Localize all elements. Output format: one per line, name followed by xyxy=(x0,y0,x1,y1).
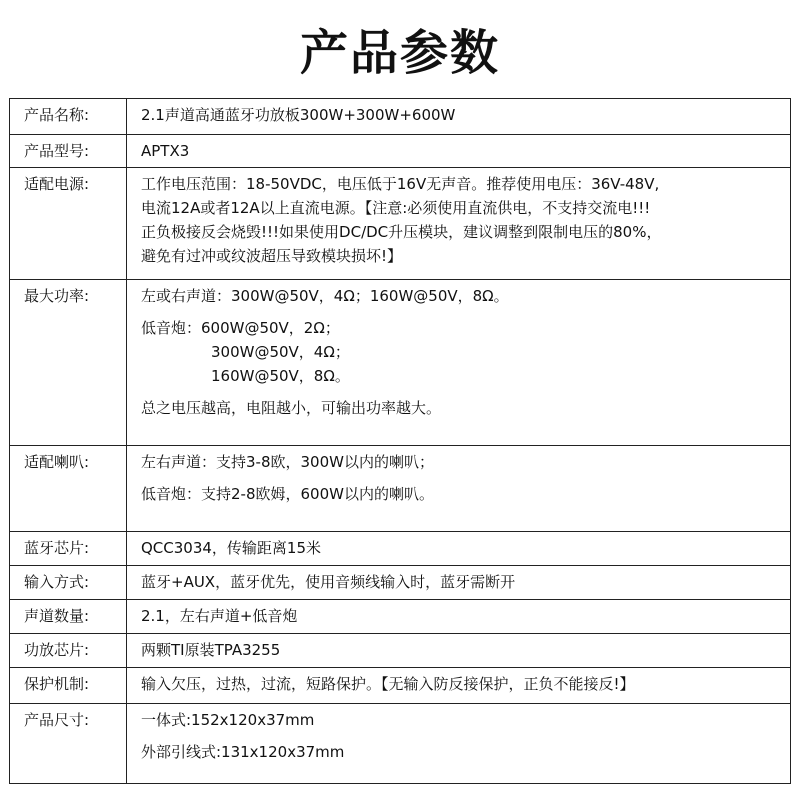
spec-value-line: 左或右声道：300W@50V，4Ω；160W@50V，8Ω。 xyxy=(141,287,509,305)
spec-value xyxy=(127,99,791,135)
spec-value-line: 输入欠压，过热，过流，短路保护。【无输入防反接保护，正负不能接反!】 xyxy=(141,675,635,693)
page-title: 产品参数 xyxy=(299,25,500,81)
spec-value-line: 一体式:152x120x37mm xyxy=(141,711,315,729)
spec-value xyxy=(127,634,791,668)
spec-value xyxy=(127,566,791,600)
spec-value xyxy=(127,532,791,566)
spec-value-line: 正负极接反会烧毁!!!如果使用DC/DC升压模块，建议调整到限制电压的80%， xyxy=(141,223,662,241)
spec-label: 蓝牙芯片: xyxy=(10,532,127,566)
spec-value xyxy=(127,168,791,280)
spec-row-speakers xyxy=(10,446,791,532)
spec-value-line: 外部引线式:131x120x37mm xyxy=(141,743,345,761)
spec-value-line: 低音炮：支持2-8欧姆，600W以内的喇叭。 xyxy=(141,485,434,503)
spec-label: 最大功率: xyxy=(10,280,127,446)
spec-value xyxy=(127,135,791,168)
spec-label: 适配喇叭: xyxy=(10,446,127,532)
spec-value-line: 300W@50V，4Ω； xyxy=(211,343,350,361)
spec-label: 功放芯片: xyxy=(10,634,127,668)
spec-label: 适配电源: xyxy=(10,168,127,280)
spec-label: 保护机制: xyxy=(10,668,127,704)
spec-row-max-power xyxy=(10,280,791,446)
spec-value xyxy=(127,600,791,634)
spec-value-line: 2.1，左右声道+低音炮 xyxy=(141,607,298,625)
spec-row-dimensions xyxy=(10,704,791,784)
spec-label: 产品型号: xyxy=(10,135,127,168)
spec-row-model xyxy=(10,135,791,168)
spec-label: 产品尺寸: xyxy=(10,704,127,784)
spec-value-line: 160W@50V，8Ω。 xyxy=(211,367,350,385)
spec-row-bluetooth-chip xyxy=(10,532,791,566)
spec-value-line: QCC3034，传输距离15米 xyxy=(141,539,322,557)
spec-value-line: 工作电压范围：18-50VDC，电压低于16V无声音。推荐使用电压：36V-48V, xyxy=(141,175,660,193)
spec-table xyxy=(9,98,791,784)
spec-row-channels xyxy=(10,600,791,634)
spec-value-line: 蓝牙+AUX，蓝牙优先，使用音频线输入时，蓝牙需断开 xyxy=(141,573,516,591)
spec-row-input-mode xyxy=(10,566,791,600)
spec-value xyxy=(127,280,791,446)
spec-row-amp-chip xyxy=(10,634,791,668)
spec-row-power-supply xyxy=(10,168,791,280)
spec-value-line: 电流12A或者12A以上直流电源。【注意:必须使用直流供电，不支持交流电!!! xyxy=(141,199,651,217)
spec-value-line: 避免有过冲或纹波超压导致模块损坏!】 xyxy=(141,247,403,265)
spec-value-line: 总之电压越高，电阻越小，可输出功率越大。 xyxy=(141,399,442,417)
spec-value xyxy=(127,668,791,704)
spec-row-name xyxy=(10,99,791,135)
spec-row-protection xyxy=(10,668,791,704)
spec-value-line: 2.1声道高通蓝牙功放板300W+300W+600W xyxy=(141,106,456,124)
spec-label: 产品名称: xyxy=(10,99,127,135)
spec-value xyxy=(127,446,791,532)
spec-value-line: 左右声道：支持3-8欧，300W以内的喇叭； xyxy=(141,453,434,471)
spec-label: 声道数量: xyxy=(10,600,127,634)
spec-value-line: 两颗TI原装TPA3255 xyxy=(141,641,281,659)
spec-label: 输入方式: xyxy=(10,566,127,600)
spec-value-line: 低音炮：600W@50V，2Ω； xyxy=(141,319,340,337)
spec-value xyxy=(127,704,791,784)
spec-value-line: APTX3 xyxy=(141,142,190,160)
